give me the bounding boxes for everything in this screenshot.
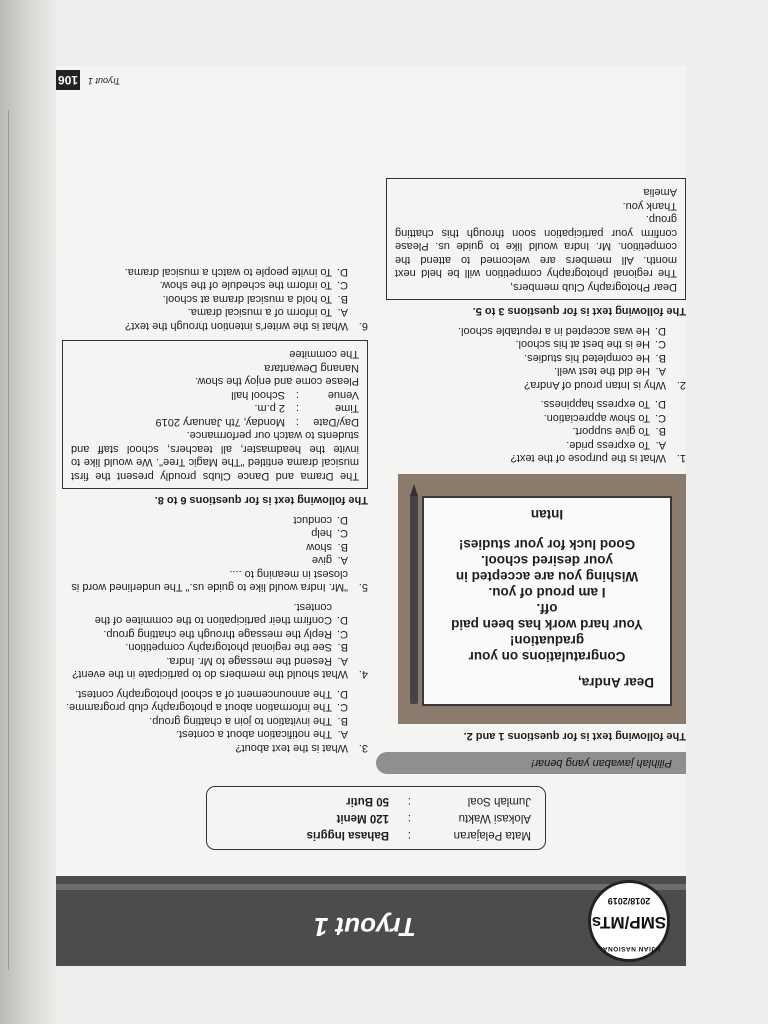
announcement-signature: Nanang Dewantara xyxy=(264,362,359,374)
detail-colon: : xyxy=(295,402,299,415)
section-heading: The following text is for questions 6 to 8. xyxy=(154,494,368,507)
option-text: conduct xyxy=(293,514,332,526)
answer-option[interactable] xyxy=(62,292,368,306)
question-2 xyxy=(386,324,686,392)
option-letter: B. xyxy=(337,541,348,553)
info-colon: : xyxy=(407,795,411,807)
info-value: Bahasa Inggris xyxy=(306,829,389,841)
option-text: To invite people to watch a musical drama. xyxy=(124,266,332,278)
option-letter: D. xyxy=(337,514,348,526)
section-heading: The following text is for questions 3 to 5. xyxy=(472,305,686,318)
right-column xyxy=(62,259,368,755)
answer-option[interactable] xyxy=(62,526,368,540)
answer-option[interactable] xyxy=(386,324,686,338)
question-5 xyxy=(62,513,368,594)
detail-row xyxy=(71,388,359,402)
question-3 xyxy=(62,687,368,755)
question-4 xyxy=(62,600,368,681)
detail-colon: : xyxy=(295,416,299,428)
info-row xyxy=(221,792,531,809)
info-value: 50 Butir xyxy=(346,795,389,807)
detail-row xyxy=(71,401,359,415)
option-letter: C. xyxy=(655,338,666,351)
info-label: Jumlah Soal xyxy=(467,795,531,807)
detail-value: School hall xyxy=(231,389,285,401)
detail-key: Time xyxy=(334,402,359,415)
option-letter: D. xyxy=(337,614,348,627)
announcement-role: The commitee xyxy=(289,348,359,361)
question-stem: What is the text about? xyxy=(235,742,348,754)
question-stem: Why is Intan proud of Andra? xyxy=(524,379,666,391)
info-value: 120 Menit xyxy=(336,812,389,824)
page-footer-tag: Tryout 1 xyxy=(88,76,121,86)
option-text: He did the test well. xyxy=(554,365,650,378)
detail-row xyxy=(71,415,359,429)
question-number: 2. xyxy=(676,379,686,391)
option-text: The information about a photography club programme. xyxy=(66,701,332,714)
option-text: To hold a musical drama at school. xyxy=(162,293,332,305)
card-line: Your hard work has been paid off. xyxy=(451,601,643,633)
option-text: Reply the message through the chatting group. xyxy=(103,628,332,640)
banner-stripe xyxy=(56,884,686,890)
option-letter: D. xyxy=(655,398,666,411)
option-letter: A. xyxy=(337,306,348,319)
pencil-icon xyxy=(410,495,418,705)
option-letter: C. xyxy=(655,412,666,424)
detail-key: Day/Date xyxy=(313,416,359,428)
announcement-body: The Drama and Dance Clubs proudly present the first musical drama entitled "The Magic Tree". We would like to invite the headmaster, all teachers, school staff and students to watch our performance. xyxy=(71,429,359,482)
answer-option[interactable] xyxy=(62,627,368,641)
detail-value: 2 p.m. xyxy=(254,402,285,415)
info-colon: : xyxy=(407,829,411,841)
answer-option[interactable] xyxy=(386,438,686,452)
option-text: Resend the message to Mr. Indra. xyxy=(166,655,332,667)
question-number: 4. xyxy=(358,668,368,681)
answer-option[interactable] xyxy=(386,337,686,351)
chat-message-box xyxy=(386,178,686,300)
question-1 xyxy=(386,397,686,465)
option-letter: C. xyxy=(337,279,348,292)
answer-option[interactable] xyxy=(386,364,686,378)
card-signature: Intan xyxy=(530,507,564,523)
info-label: Mata Pelajaran xyxy=(453,829,531,841)
answer-option[interactable] xyxy=(386,424,686,438)
message-body: The regional photography competition will be held next month. All members are welcomed to attend the competition. Mr. Indra would like to guide us. Please confirm your participation soon through this chatting group. xyxy=(395,213,677,280)
option-text: give xyxy=(311,554,332,567)
message-closing: Thank you. xyxy=(622,200,677,212)
exam-badge xyxy=(588,880,670,962)
answer-option[interactable] xyxy=(386,351,686,365)
announcement-box xyxy=(62,340,368,489)
badge-main-text: SMP/MTs xyxy=(591,913,667,932)
option-text: To give support. xyxy=(572,425,650,438)
option-letter: C. xyxy=(337,701,348,714)
option-letter: B. xyxy=(337,641,348,654)
option-letter: D. xyxy=(655,325,666,337)
badge-year-text: 2018/2019 xyxy=(607,896,651,906)
greeting-card-image xyxy=(398,475,686,725)
instruction-bar: Pilihlah jawaban yang benar! xyxy=(376,752,686,774)
answer-option[interactable] xyxy=(62,553,368,567)
option-letter: A. xyxy=(337,554,348,567)
option-text: Confirm their participation to the commitee of the contest. xyxy=(94,601,332,627)
option-letter: C. xyxy=(337,628,348,640)
page-title: Tryout 1 xyxy=(313,912,416,942)
option-text: The notification about a contest. xyxy=(176,728,332,741)
answer-option[interactable] xyxy=(62,278,368,292)
page-number: 106 xyxy=(56,70,80,90)
question-number: 1. xyxy=(676,452,686,465)
answer-option[interactable] xyxy=(62,265,368,279)
exam-info-box xyxy=(206,786,546,850)
title-banner xyxy=(56,876,686,966)
announcement-closing: Please come and enjoy the show. xyxy=(195,375,359,388)
option-letter: B. xyxy=(337,715,348,727)
card-line: Congratulations on your graduation! xyxy=(468,633,626,665)
option-letter: A. xyxy=(337,655,348,667)
option-text: He was accepted in a reputable school. xyxy=(457,325,650,337)
card-greeting: Dear Andra, xyxy=(577,675,654,691)
option-letter: B. xyxy=(655,425,666,438)
question-6 xyxy=(62,265,368,333)
message-greeting: Dear Photography Club members, xyxy=(510,281,677,293)
card-line: I am proud of you. xyxy=(488,585,606,601)
answer-option[interactable] xyxy=(62,600,368,627)
info-row xyxy=(221,826,531,843)
info-row xyxy=(221,809,531,826)
option-text: The invitation to join a chatting group. xyxy=(149,715,332,727)
question-stem: "Mr. Indra would like to guide us." The underlined word is closest in meaning to .... xyxy=(71,568,348,594)
option-letter: A. xyxy=(655,365,666,378)
question-number: 3. xyxy=(358,742,368,754)
left-column xyxy=(386,170,686,742)
answer-option[interactable] xyxy=(62,540,368,554)
option-letter: D. xyxy=(337,688,348,700)
option-letter: A. xyxy=(337,728,348,741)
answer-option[interactable] xyxy=(62,513,368,527)
answer-option[interactable] xyxy=(62,654,368,668)
info-label: Alokasi Waktu xyxy=(458,812,531,824)
answer-option[interactable] xyxy=(62,700,368,714)
answer-option[interactable] xyxy=(62,727,368,741)
option-letter: D. xyxy=(337,266,348,278)
option-letter: B. xyxy=(655,352,666,364)
question-stem: What should the members do to participate in the event? xyxy=(72,668,348,681)
option-text: See the regional photography competition. xyxy=(125,641,332,654)
question-number: 5. xyxy=(358,581,368,594)
option-text: He completed his studies. xyxy=(524,352,650,364)
question-stem: What is the purpose of the text? xyxy=(510,452,666,465)
card-line: Wishing you are accepted in your desired school. xyxy=(455,553,639,585)
option-text: He is the best at his school. xyxy=(515,338,650,351)
answer-option[interactable] xyxy=(62,305,368,319)
message-signature: Amelia xyxy=(643,186,677,199)
section-heading: The following text is for questions 1 and 2. xyxy=(463,730,686,742)
pencil-tip-icon xyxy=(410,485,418,497)
option-letter: A. xyxy=(655,439,666,451)
card-line: Good luck for your studies! xyxy=(458,537,636,553)
detail-key: Venue xyxy=(327,389,359,401)
detail-value: Monday, 7th January 2019 xyxy=(155,416,285,428)
exam-page xyxy=(56,66,686,966)
question-number: 6. xyxy=(358,320,368,332)
option-text: To inform the schedule of the show. xyxy=(159,279,332,292)
detail-colon: : xyxy=(295,389,299,401)
option-text: To inform of a musical drama. xyxy=(187,306,332,319)
option-text: To show appreciation. xyxy=(543,412,650,424)
answer-option[interactable] xyxy=(62,640,368,654)
option-text: To express pride. xyxy=(566,439,650,451)
answer-option[interactable] xyxy=(62,687,368,701)
answer-option[interactable] xyxy=(62,714,368,728)
option-text: show xyxy=(306,541,332,553)
option-text: The announcement of a school photography contest. xyxy=(75,688,332,700)
option-text: help xyxy=(311,527,332,540)
option-letter: B. xyxy=(337,293,348,305)
info-colon: : xyxy=(407,812,411,824)
option-letter: C. xyxy=(337,527,348,540)
greeting-card xyxy=(422,497,672,707)
option-text: To express happiness. xyxy=(540,398,650,411)
answer-option[interactable] xyxy=(386,411,686,425)
question-stem: What is the writer's intention through the text? xyxy=(125,320,348,332)
answer-option[interactable] xyxy=(386,397,686,411)
badge-top-text: UJIAN NASIONAL xyxy=(597,945,661,952)
